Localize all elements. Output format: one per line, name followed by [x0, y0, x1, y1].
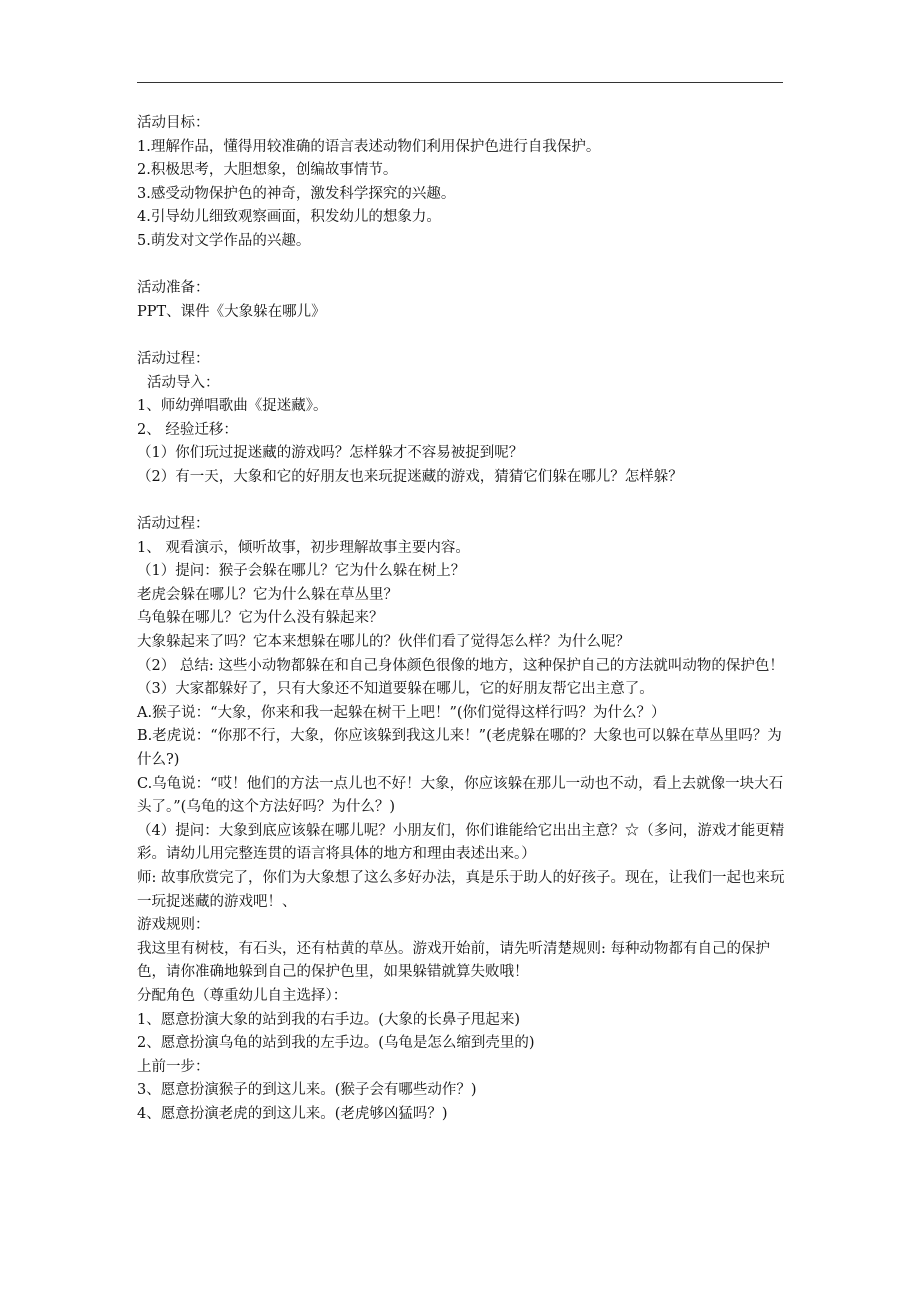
process-line: 1、师幼弹唱歌曲《捉迷藏》。	[137, 398, 328, 415]
process-paragraph: （2） 总结: 这些小动物都躲在和自己身体颜色很像的地方，这种保护自己的方法就叫动物的保护色！	[137, 657, 784, 674]
process-line: 1、 观看演示，倾听故事，初步理解故事主要内容。	[137, 539, 470, 556]
goal-item: 1.理解作品，懂得用较准确的语言表述动物们利用保护色进行自我保护。	[137, 138, 601, 155]
process-line: 乌龟躲在哪儿？它为什么没有躲起来？	[137, 610, 384, 627]
goal-item: 3.感受动物保护色的神奇，激发科学探究的兴趣。	[137, 185, 456, 202]
process-subheading: 活动导入：	[147, 374, 220, 391]
process-line: 老虎会躲在哪儿？它为什么躲在草丛里？	[137, 586, 398, 603]
process-paragraph: 师: 故事欣赏完了，你们为大象想了这么多好办法，真是乐于助人的好孩子。现在，让我们一起也来玩一玩捉迷藏的游戏吧！、	[137, 870, 785, 910]
process-line: 2、愿意扮演乌龟的站到我的左手边。(乌龟是怎么缩到壳里的)	[137, 1035, 535, 1052]
prep-heading: 活动准备：	[137, 280, 210, 297]
process-heading: 活动过程：	[137, 516, 210, 533]
process-line: 2、 经验迁移：	[137, 421, 238, 438]
process-line: （3）大家都躲好了，只有大象还不知道要躲在哪儿，它的好朋友帮它出主意了。	[137, 681, 654, 698]
header-rule	[137, 82, 783, 83]
process-line: 大象躲起来了吗？它本来想躲在哪儿的？伙伴们看了觉得怎么样？为什么呢？	[137, 634, 630, 651]
process-heading: 活动过程：	[137, 350, 210, 367]
process-line: 上前一步：	[137, 1058, 210, 1075]
goal-item: 4.引导幼儿细致观察画面，积发幼儿的想象力。	[137, 209, 441, 226]
document-body	[137, 112, 787, 1127]
process-line: （1）提问：猴子会躲在哪儿？它为什么躲在树上？	[137, 563, 466, 580]
process-paragraph: 我这里有树枝，有石头，还有枯黄的草丛。游戏开始前，请先听清楚规则: 每种动物都有自己的保护色，请你准确地躲到自己的保护色里，如果躲错就算失败哦！	[137, 940, 770, 981]
goals-heading: 活动目标：	[137, 115, 210, 131]
process-line: （1）你们玩过捉迷藏的游戏吗？怎样躲才不容易被捉到呢？	[137, 445, 524, 462]
process-paragraph: C.乌龟说：“哎！他们的方法一点儿也不好！大象，你应该躲在那儿一动也不动，看上去就像一块大石头了。”(乌龟的这个方法好吗？为什么？)	[137, 775, 784, 816]
process-line: （2）有一天，大象和它的好朋友也来玩捉迷藏的游戏，猜猜它们躲在哪儿？怎样躲？	[137, 468, 683, 485]
process-line: A.猴子说：“大象，你来和我一起躲在树干上吧！”(你们觉得这样行吗？为什么？）	[137, 704, 666, 721]
prep-text: PPT、课件《大象躲在哪儿》	[137, 303, 326, 320]
goal-item: 2.积极思考，大胆想象，创编故事情节。	[137, 162, 398, 179]
process-paragraph: （4）提问：大象到底应该躲在哪儿呢？小朋友们，你们谁能给它出出主意？☆（多问，游戏才能更精彩。请幼儿用完整连贯的语言将具体的地方和理由表述出来。）	[137, 822, 785, 863]
goal-item: 5.萌发对文学作品的兴趣。	[137, 232, 311, 249]
game-rules-heading: 游戏规则：	[137, 917, 210, 934]
process-line: 3、愿意扮演猴子的到这儿来。(猴子会有哪些动作？)	[137, 1082, 477, 1099]
process-line: 1、愿意扮演大象的站到我的右手边。(大象的长鼻子甩起来)	[137, 1011, 521, 1028]
process-line: 4、愿意扮演老虎的到这儿来。(老虎够凶猛吗？)	[137, 1105, 448, 1122]
process-paragraph: B.老虎说：“你那不行，大象，你应该躲到我这儿来！”(老虎躲在哪的？大象也可以躲在草丛里吗？为什么?)	[137, 728, 782, 769]
process-line: 分配角色（尊重幼儿自主选择）：	[137, 987, 348, 1004]
